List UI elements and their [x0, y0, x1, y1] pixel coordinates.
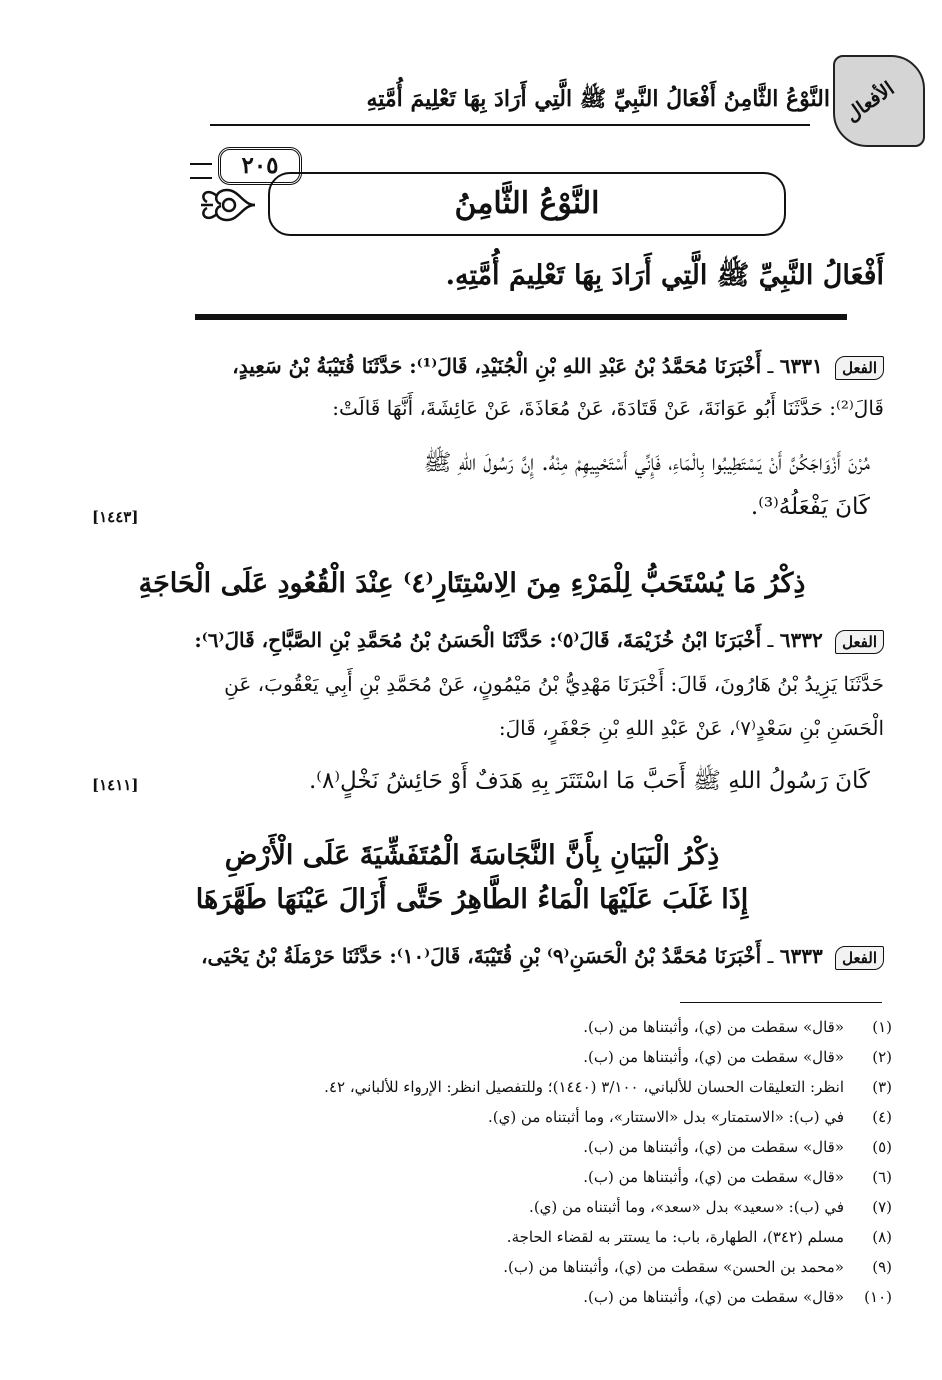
hadith-type-badge: الفعل — [835, 630, 884, 654]
hadith-6333-line-1: الفعل ٦٣٣٣ ـ أَخْبَرَنَا مُحَمَّدُ بْنُ الْحَسَنِ⁽٩⁾ بْنِ قُتَيْبَةَ، قَالَ⁽١٠⁾: حَدَّثَنَا حَرْمَلَةُ بْنُ يَحْيَى، — [52, 944, 884, 970]
header-rule — [210, 124, 810, 126]
footnote-text: في (ب): «سعيد» بدل «سعد»، وما أثبتناه من (ي). — [529, 1198, 844, 1216]
hadith-number: ٦٣٣٣ — [779, 944, 823, 968]
section-label: الأفعال — [841, 77, 899, 127]
footnote — [62, 1078, 892, 1096]
footnote-text: مسلم (٣٤٢)، الطهارة، باب: ما يستتر به لقضاء الحاجة. — [506, 1228, 844, 1246]
footnote — [62, 1288, 892, 1306]
chapter-title: النَّوْعُ الثَّامِنُ — [268, 172, 786, 236]
hadith-isnad: أَخْبَرَنَا ابْنُ خُزَيْمَةَ، قَالَ⁽٥⁾: حَدَّثَنَا الْحَسَنُ بْنُ مُحَمَّدِ بْنِ الصَّبَّاحِ، قَالَ⁽٦⁾: — [194, 628, 762, 652]
footnote-number: (١٠) — [864, 1288, 892, 1306]
footnote-text: انظر: التعليقات الحسان للألباني، ٣/١٠٠ (١٤٤٠)؛ وللتفصيل انظر: الإرواء للألباني، ٤٢. — [324, 1078, 844, 1096]
footnote — [62, 1228, 892, 1246]
footnote-number: (٢) — [872, 1048, 892, 1066]
footnote-number: (٤) — [872, 1108, 892, 1126]
hadith-6331-matn-2: كَانَ يَفْعَلُهُ⁽³⁾. — [750, 494, 870, 520]
hadith-6331-line-2: قَالَ⁽²⁾: حَدَّثَنَا أَبُو عَوَانَةَ، عَنْ قَتَادَةَ، عَنْ مُعَاذَةَ، عَنْ عَائِشَةَ، أَنَّهَا قَالَتْ: — [332, 396, 884, 420]
hadith-6331-line-1: الفعل ٦٣٣١ ـ أَخْبَرَنَا مُحَمَّدُ بْنُ عَبْدِ اللهِ بْنِ الْجُنَيْدِ، قَالَ⁽¹⁾: حَدَّثَنَا قُتَيْبَةُ بْنُ سَعِيدٍ، — [52, 354, 884, 380]
footnote — [62, 1198, 892, 1216]
section-title-3-line-2: إِذَا غَلَبَ عَلَيْهَا الْمَاءُ الطَّاهِرُ حَتَّى أَزَالَ عَيْنَهَا طَهَّرَهَا — [195, 884, 749, 915]
hadith-number: ٦٣٣٢ — [779, 628, 823, 652]
footnote — [62, 1138, 892, 1156]
hadith-6331-reference: [١٤٤٣] — [92, 508, 139, 526]
section-puzzle-icon — [833, 55, 925, 147]
page-header — [95, 55, 925, 179]
footnote-number: (٩) — [872, 1258, 892, 1276]
footnote-number: (٨) — [872, 1228, 892, 1246]
running-title: النَّوْعُ الثَّامِنُ أَفْعَالُ النَّبِيِّ ﷺ الَّتِي أَرَادَ بِهَا تَعْلِيمَ أُمَّتِهِ — [366, 86, 830, 112]
footnote-number: (٧) — [872, 1198, 892, 1216]
hadith-6332-line-1: الفعل ٦٣٣٢ ـ أَخْبَرَنَا ابْنُ خُزَيْمَةَ، قَالَ⁽٥⁾: حَدَّثَنَا الْحَسَنُ بْنُ مُحَمَّدِ بْنِ الصَّبَّاحِ، قَالَ⁽٦⁾: — [52, 628, 884, 654]
footnote — [62, 1168, 892, 1186]
hadith-type-badge: الفعل — [835, 356, 884, 380]
footnote-text: «قال» سقطت من (ي)، وأثبتناها من (ب). — [583, 1048, 844, 1066]
hadith-6332-line-3: الْحَسَنِ بْنِ سَعْدٍ⁽٧⁾، عَنْ عَبْدِ اللهِ بْنِ جَعْفَرٍ، قَالَ: — [498, 716, 884, 740]
footnote — [62, 1258, 892, 1276]
hadith-number: ٦٣٣١ — [779, 354, 823, 378]
chapter-subtitle: أَفْعَالُ النَّبِيِّ ﷺ الَّتِي أَرَادَ بِهَا تَعْلِيمَ أُمَّتِهِ. — [445, 260, 884, 291]
footnote-text: «قال» سقطت من (ي)، وأثبتناها من (ب). — [583, 1288, 844, 1306]
footnote-number: (١) — [872, 1018, 892, 1036]
hadith-6332-matn: كَانَ رَسُولُ اللهِ ﷺ أَحَبَّ مَا اسْتَتَرَ بِهِ هَدَفٌ أَوْ حَائِشُ نَخْلٍ⁽٨⁾. — [309, 768, 870, 794]
page-number: ٢٠٥ — [218, 147, 302, 185]
footnote-text: في (ب): «الاستمتار» بدل «الاستتار»، وما أثبتناه من (ي). — [487, 1108, 844, 1126]
hadith-6332-reference: [١٤١١] — [92, 776, 139, 794]
footnote-text: «محمد بن الحسن» سقطت من (ي)، وأثبتناها من (ب). — [503, 1258, 844, 1276]
footnote — [62, 1048, 892, 1066]
section-title-2: ذِكْرُ مَا يُسْتَحَبُّ لِلْمَرْءِ مِنَ الِاسْتِتَارِ⁽٤⁾ عِنْدَ الْقُعُودِ عَلَى الْحَاجَةِ — [138, 568, 806, 599]
footnote-text: «قال» سقطت من (ي)، وأثبتناها من (ب). — [583, 1018, 844, 1036]
section-title-3-line-1: ذِكْرُ الْبَيَانِ بِأَنَّ النَّجَاسَةَ الْمُتَفَشِّيَةَ عَلَى الْأَرْضِ — [224, 840, 720, 871]
hadith-isnad: أَخْبَرَنَا مُحَمَّدُ بْنُ عَبْدِ اللهِ بْنِ الْجُنَيْدِ، قَالَ⁽¹⁾: حَدَّثَنَا قُتَيْبَةُ بْنُ سَعِيدٍ، — [232, 354, 762, 378]
hadith-isnad: أَخْبَرَنَا مُحَمَّدُ بْنُ الْحَسَنِ⁽٩⁾ بْنِ قُتَيْبَةَ، قَالَ⁽١٠⁾: حَدَّثَنَا حَرْمَلَةُ بْنُ يَحْيَى، — [201, 944, 762, 968]
footnote — [62, 1108, 892, 1126]
chapter-rule — [195, 314, 847, 320]
footnote-number: (٣) — [872, 1078, 892, 1096]
footnote-text: «قال» سقطت من (ي)، وأثبتناها من (ب). — [583, 1138, 844, 1156]
footnote-number: (٥) — [872, 1138, 892, 1156]
hadith-6332-line-2: حَدَّثَنَا يَزِيدُ بْنُ هَارُونَ، قَالَ: أَخْبَرَنَا مَهْدِيُّ بْنُ مَيْمُونٍ، عَنْ مُحَمَّدِ بْنِ أَبِي يَعْقُوبَ، عَنِ — [224, 672, 884, 696]
footnote-number: (٦) — [872, 1168, 892, 1186]
footnote — [62, 1018, 892, 1036]
floral-ornament-icon — [195, 176, 259, 234]
footnote-text: «قال» سقطت من (ي)، وأثبتناها من (ب). — [583, 1168, 844, 1186]
footnote-rule — [680, 1002, 882, 1003]
hadith-6331-matn-1: مُرْنَ أَزْوَاجَكُنَّ أَنْ يَسْتَطِيبُوا بِالْمَاءِ، فَإِنِّي أَسْتَحْيِيهِمْ مِنْهُ. إِنَّ رَسُولَ اللهِ ﷺ — [423, 450, 870, 476]
hadith-type-badge: الفعل — [835, 946, 884, 970]
